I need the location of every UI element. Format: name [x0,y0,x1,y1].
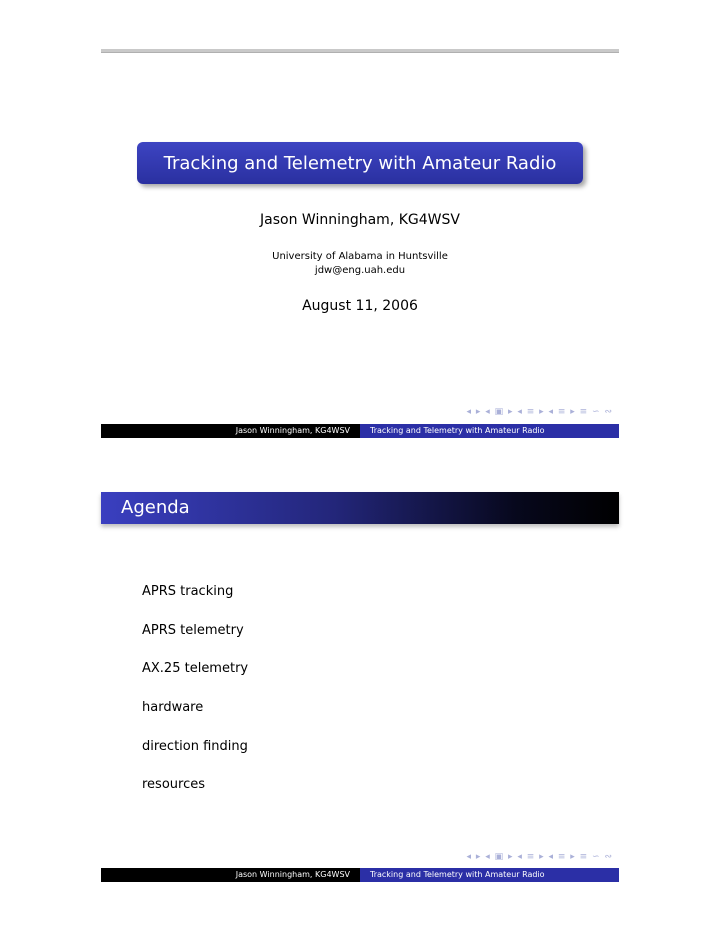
institution-name: University of Alabama in Huntsville [272,251,448,262]
footer-title: Tracking and Telemetry with Amateur Radio [360,424,619,438]
list-item: hardware [142,700,204,716]
list-item: APRS telemetry [142,622,244,638]
agenda-slide [101,492,619,882]
frame-title: Agenda [121,497,190,518]
slide-title-box [137,142,583,184]
slide-footer [101,424,619,438]
beamer-navigation-icons[interactable]: ◂ ▸ ◂ ▣ ▸ ◂ ≡ ▸ ◂ ≡ ▸ ≡ ∽ ∾ [466,407,613,417]
slide-title: Tracking and Telemetry with Amateur Radio [163,152,557,174]
frame-title-bar [101,492,619,524]
list-item: APRS tracking [142,584,234,599]
list-item: direction finding [142,738,248,754]
list-item: resources [142,777,206,793]
list-item: AX.25 telemetry [142,661,249,677]
presentation-date: August 11, 2006 [302,298,418,314]
agenda-list [142,582,248,814]
author-name: Jason Winningham, KG4WSV [260,212,460,228]
footer-title: Tracking and Telemetry with Amateur Radio [360,868,619,882]
footer-author: Jason Winningham, KG4WSV [101,868,360,882]
author-email: jdw@eng.uah.edu [314,265,406,276]
institution-block [101,250,619,278]
title-slide [101,52,619,438]
footer-author: Jason Winningham, KG4WSV [101,424,360,438]
beamer-navigation-icons[interactable]: ◂ ▸ ◂ ▣ ▸ ◂ ≡ ▸ ◂ ≡ ▸ ≡ ∽ ∾ [466,852,613,862]
slide-footer [101,868,619,882]
